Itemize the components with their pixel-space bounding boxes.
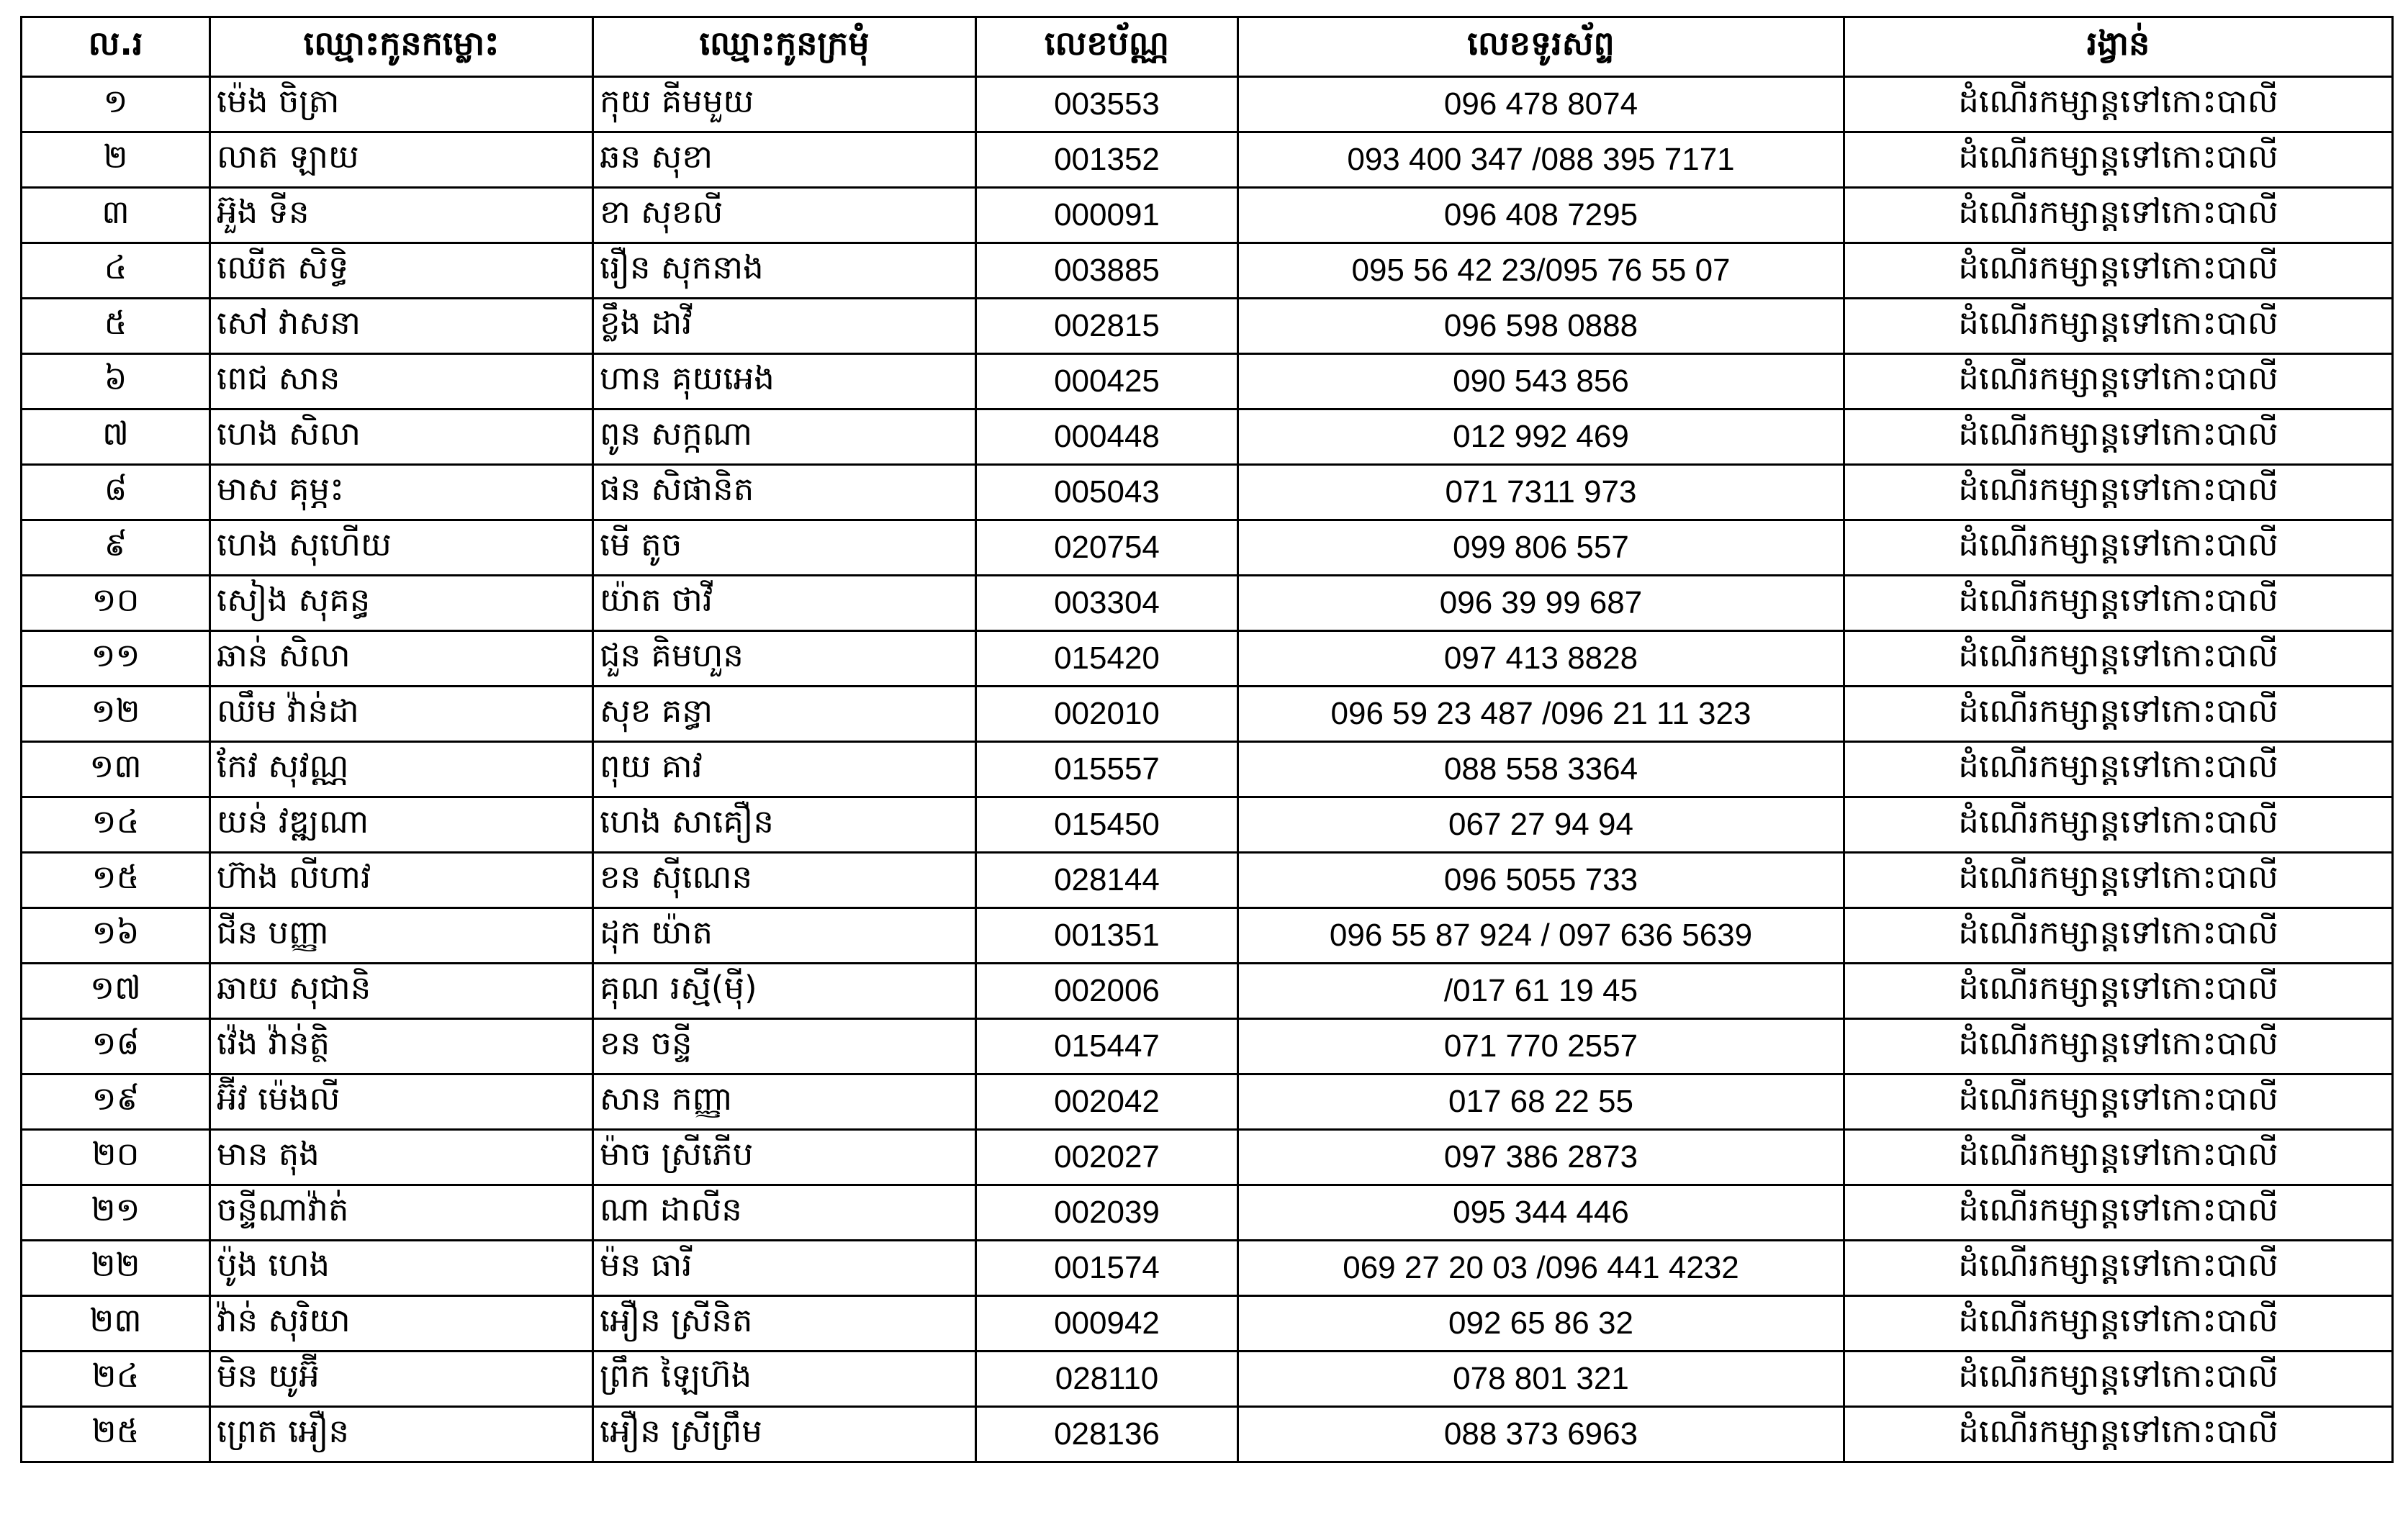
- column-header-card-number: លេខប័ណ្ណ: [976, 17, 1238, 77]
- phone-number-cell: 097 386 2873: [1238, 1130, 1844, 1185]
- phone-number-cell: 071 7311 973: [1238, 465, 1844, 520]
- table-row: [22, 1130, 2393, 1185]
- phone-number-cell: 096 55 87 924 / 097 636 5639: [1238, 908, 1844, 964]
- table-row: [22, 797, 2393, 853]
- column-header-award: រង្វាន់: [1844, 17, 2393, 77]
- phone-number-cell: 069 27 20 03 /096 441 4232: [1238, 1241, 1844, 1296]
- groom-name-cell: យន់ វឌ្ឍណា: [210, 797, 593, 853]
- table-row: [22, 243, 2393, 299]
- award-cell: ដំណើរកម្សាន្តទៅកោះបាលី: [1844, 687, 2393, 742]
- phone-number-cell: 099 806 557: [1238, 520, 1844, 576]
- bride-name-cell: សាន កញ្ញា: [593, 1074, 976, 1130]
- groom-name-cell: វ៉ាន់ សុរិយា: [210, 1296, 593, 1352]
- groom-name-cell: ឈឹម វ៉ាន់ដា: [210, 687, 593, 742]
- row-number-cell: ១៤: [22, 797, 210, 853]
- phone-number-cell: 096 5055 733: [1238, 853, 1844, 908]
- table-row: [22, 132, 2393, 188]
- row-number-cell: ២: [22, 132, 210, 188]
- card-number-cell: 002027: [976, 1130, 1238, 1185]
- bride-name-cell: ផន សិផានិត: [593, 465, 976, 520]
- phone-number-cell: 096 59 23 487 /096 21 11 323: [1238, 687, 1844, 742]
- award-cell: ដំណើរកម្សាន្តទៅកោះបាលី: [1844, 797, 2393, 853]
- phone-number-cell: 096 478 8074: [1238, 77, 1844, 132]
- card-number-cell: 000091: [976, 188, 1238, 243]
- phone-number-cell: 012 992 469: [1238, 409, 1844, 465]
- card-number-cell: 003885: [976, 243, 1238, 299]
- card-number-cell: 000942: [976, 1296, 1238, 1352]
- award-cell: ដំណើរកម្សាន្តទៅកោះបាលី: [1844, 243, 2393, 299]
- groom-name-cell: ជីន បញ្ញា: [210, 908, 593, 964]
- row-number-cell: ១: [22, 77, 210, 132]
- row-number-cell: ៥: [22, 299, 210, 354]
- table-row: [22, 742, 2393, 797]
- groom-name-cell: សៀង សុគន្ធ: [210, 576, 593, 631]
- table-row: [22, 1185, 2393, 1241]
- bride-name-cell: ខន ចន្ទី: [593, 1019, 976, 1074]
- phone-number-cell: /017 61 19 45: [1238, 964, 1844, 1019]
- bride-name-cell: ឆន សុខា: [593, 132, 976, 188]
- award-cell: ដំណើរកម្សាន្តទៅកោះបាលី: [1844, 188, 2393, 243]
- row-number-cell: ១៣: [22, 742, 210, 797]
- card-number-cell: 000425: [976, 354, 1238, 409]
- card-number-cell: 005043: [976, 465, 1238, 520]
- card-number-cell: 002010: [976, 687, 1238, 742]
- card-number-cell: 002042: [976, 1074, 1238, 1130]
- award-cell: ដំណើរកម្សាន្តទៅកោះបាលី: [1844, 1074, 2393, 1130]
- groom-name-cell: ហេង សុហើយ: [210, 520, 593, 576]
- bride-name-cell: ពូន សក្កណា: [593, 409, 976, 465]
- card-number-cell: 002006: [976, 964, 1238, 1019]
- groom-name-cell: ចន្ទីណាវ៉ាត់: [210, 1185, 593, 1241]
- column-header-bride-name: ឈ្មោះកូនក្រមុំ: [593, 17, 976, 77]
- award-cell: ដំណើរកម្សាន្តទៅកោះបាលី: [1844, 409, 2393, 465]
- card-number-cell: 001352: [976, 132, 1238, 188]
- phone-number-cell: 097 413 8828: [1238, 631, 1844, 687]
- table-row: [22, 631, 2393, 687]
- award-cell: ដំណើរកម្សាន្តទៅកោះបាលី: [1844, 354, 2393, 409]
- groom-name-cell: ប៉ូង ហេង: [210, 1241, 593, 1296]
- table-row: [22, 1296, 2393, 1352]
- row-number-cell: ៩: [22, 520, 210, 576]
- column-header-phone-number: លេខទូរស័ព្ទ: [1238, 17, 1844, 77]
- table-row: [22, 687, 2393, 742]
- bride-name-cell: អឿន ស្រីព្រឹម: [593, 1407, 976, 1462]
- award-cell: ដំណើរកម្សាន្តទៅកោះបាលី: [1844, 1019, 2393, 1074]
- table-row: [22, 1241, 2393, 1296]
- card-number-cell: 003553: [976, 77, 1238, 132]
- bride-name-cell: ខន ស៊ីណេន: [593, 853, 976, 908]
- groom-name-cell: ម៉េង ចិត្រា: [210, 77, 593, 132]
- groom-name-cell: មិន យូអ៊ី: [210, 1352, 593, 1407]
- row-number-cell: ២២: [22, 1241, 210, 1296]
- bride-name-cell: ជួន គិមហួន: [593, 631, 976, 687]
- bride-name-cell: ម៉ាច ស្រីភើប: [593, 1130, 976, 1185]
- row-number-cell: ១២: [22, 687, 210, 742]
- card-number-cell: 020754: [976, 520, 1238, 576]
- award-cell: ដំណើរកម្សាន្តទៅកោះបាលី: [1844, 1352, 2393, 1407]
- bride-name-cell: ដុក យ៉ាត: [593, 908, 976, 964]
- phone-number-cell: 096 598 0888: [1238, 299, 1844, 354]
- award-cell: ដំណើរកម្សាន្តទៅកោះបាលី: [1844, 1185, 2393, 1241]
- groom-name-cell: ហេង សិលា: [210, 409, 593, 465]
- bride-name-cell: ខ្លឹង ដាវី: [593, 299, 976, 354]
- groom-name-cell: កែវ សុវណ្ណ: [210, 742, 593, 797]
- table-row: [22, 853, 2393, 908]
- bride-name-cell: អឿន ស្រីនិត: [593, 1296, 976, 1352]
- bride-name-cell: ពុយ គាវ: [593, 742, 976, 797]
- row-number-cell: ២១: [22, 1185, 210, 1241]
- table-row: [22, 299, 2393, 354]
- phone-number-cell: 095 344 446: [1238, 1185, 1844, 1241]
- bride-name-cell: មើ តូច: [593, 520, 976, 576]
- award-cell: ដំណើរកម្សាន្តទៅកោះបាលី: [1844, 1241, 2393, 1296]
- bride-name-cell: ហេង សាគឿន: [593, 797, 976, 853]
- award-cell: ដំណើរកម្សាន្តទៅកោះបាលី: [1844, 853, 2393, 908]
- card-number-cell: 028144: [976, 853, 1238, 908]
- card-number-cell: 015450: [976, 797, 1238, 853]
- card-number-cell: 028110: [976, 1352, 1238, 1407]
- phone-number-cell: 017 68 22 55: [1238, 1074, 1844, 1130]
- bride-name-cell: កុយ គីមមួយ: [593, 77, 976, 132]
- row-number-cell: ១៥: [22, 853, 210, 908]
- groom-name-cell: សៅ វាសនា: [210, 299, 593, 354]
- groom-name-cell: ឆាយ សុជានិ: [210, 964, 593, 1019]
- phone-number-cell: 088 373 6963: [1238, 1407, 1844, 1462]
- bride-name-cell: ខា សុខលី: [593, 188, 976, 243]
- table-row: [22, 77, 2393, 132]
- winners-table: [20, 16, 2394, 1463]
- card-number-cell: 003304: [976, 576, 1238, 631]
- card-number-cell: 002039: [976, 1185, 1238, 1241]
- bride-name-cell: ម៉ន ធារី: [593, 1241, 976, 1296]
- award-cell: ដំណើរកម្សាន្តទៅកោះបាលី: [1844, 631, 2393, 687]
- card-number-cell: 015420: [976, 631, 1238, 687]
- phone-number-cell: 095 56 42 23/095 76 55 07: [1238, 243, 1844, 299]
- phone-number-cell: 093 400 347 /088 395 7171: [1238, 132, 1844, 188]
- row-number-cell: ២០: [22, 1130, 210, 1185]
- groom-name-cell: វ៉េង វ៉ាន់ត្ថិ: [210, 1019, 593, 1074]
- award-cell: ដំណើរកម្សាន្តទៅកោះបាលី: [1844, 908, 2393, 964]
- card-number-cell: 028136: [976, 1407, 1238, 1462]
- groom-name-cell: អ៊ួង ទីន: [210, 188, 593, 243]
- row-number-cell: ៣: [22, 188, 210, 243]
- groom-name-cell: មាន តុង: [210, 1130, 593, 1185]
- row-number-cell: ១៩: [22, 1074, 210, 1130]
- phone-number-cell: 096 39 99 687: [1238, 576, 1844, 631]
- table-row: [22, 520, 2393, 576]
- groom-name-cell: ព្រេត អឿន: [210, 1407, 593, 1462]
- table-row: [22, 1352, 2393, 1407]
- groom-name-cell: ឈើត សិទ្ធិ: [210, 243, 593, 299]
- table-row: [22, 354, 2393, 409]
- row-number-cell: ២៣: [22, 1296, 210, 1352]
- award-cell: ដំណើរកម្សាន្តទៅកោះបាលី: [1844, 1407, 2393, 1462]
- award-cell: ដំណើរកម្សាន្តទៅកោះបាលី: [1844, 1130, 2393, 1185]
- groom-name-cell: អ៊ីវ ម៉េងលី: [210, 1074, 593, 1130]
- bride-name-cell: រឿន សុកនាង: [593, 243, 976, 299]
- row-number-cell: ២៥: [22, 1407, 210, 1462]
- table-header-row: [22, 17, 2393, 77]
- groom-name-cell: ឆាន់ សិលា: [210, 631, 593, 687]
- table-row: [22, 409, 2393, 465]
- bride-name-cell: គុណ រស្មី(ម៉ី): [593, 964, 976, 1019]
- award-cell: ដំណើរកម្សាន្តទៅកោះបាលី: [1844, 742, 2393, 797]
- card-number-cell: 015447: [976, 1019, 1238, 1074]
- row-number-cell: ៦: [22, 354, 210, 409]
- card-number-cell: 002815: [976, 299, 1238, 354]
- table-row: [22, 1019, 2393, 1074]
- award-cell: ដំណើរកម្សាន្តទៅកោះបាលី: [1844, 1296, 2393, 1352]
- column-header-number: ល.រ: [22, 17, 210, 77]
- groom-name-cell: លាត ឡាយ: [210, 132, 593, 188]
- groom-name-cell: មាស គុម្ភះ: [210, 465, 593, 520]
- table-row: [22, 908, 2393, 964]
- bride-name-cell: ហាន គុយអេង: [593, 354, 976, 409]
- row-number-cell: ១១: [22, 631, 210, 687]
- row-number-cell: ៤: [22, 243, 210, 299]
- card-number-cell: 001574: [976, 1241, 1238, 1296]
- row-number-cell: ១៧: [22, 964, 210, 1019]
- phone-number-cell: 067 27 94 94: [1238, 797, 1844, 853]
- award-cell: ដំណើរកម្សាន្តទៅកោះបាលី: [1844, 299, 2393, 354]
- row-number-cell: ១៦: [22, 908, 210, 964]
- row-number-cell: ២៤: [22, 1352, 210, 1407]
- phone-number-cell: 078 801 321: [1238, 1352, 1844, 1407]
- table-row: [22, 188, 2393, 243]
- phone-number-cell: 088 558 3364: [1238, 742, 1844, 797]
- groom-name-cell: ពេជ សាន: [210, 354, 593, 409]
- phone-number-cell: 092 65 86 32: [1238, 1296, 1844, 1352]
- row-number-cell: ១៨: [22, 1019, 210, 1074]
- table-row: [22, 465, 2393, 520]
- phone-number-cell: 071 770 2557: [1238, 1019, 1844, 1074]
- bride-name-cell: យ៉ាត ថាវី: [593, 576, 976, 631]
- award-cell: ដំណើរកម្សាន្តទៅកោះបាលី: [1844, 132, 2393, 188]
- bride-name-cell: ណា ដាលីន: [593, 1185, 976, 1241]
- table-row: [22, 964, 2393, 1019]
- bride-name-cell: ព្រឹក ឡៃហ៊ង: [593, 1352, 976, 1407]
- row-number-cell: ៨: [22, 465, 210, 520]
- table-body: [22, 77, 2393, 1462]
- award-cell: ដំណើរកម្សាន្តទៅកោះបាលី: [1844, 77, 2393, 132]
- card-number-cell: 000448: [976, 409, 1238, 465]
- groom-name-cell: ហ៊ាង លីហាវ: [210, 853, 593, 908]
- card-number-cell: 001351: [976, 908, 1238, 964]
- row-number-cell: ៧: [22, 409, 210, 465]
- winners-sheet: [20, 16, 2391, 1463]
- award-cell: ដំណើរកម្សាន្តទៅកោះបាលី: [1844, 576, 2393, 631]
- row-number-cell: ១០: [22, 576, 210, 631]
- table-row: [22, 1074, 2393, 1130]
- table-row: [22, 1407, 2393, 1462]
- card-number-cell: 015557: [976, 742, 1238, 797]
- award-cell: ដំណើរកម្សាន្តទៅកោះបាលី: [1844, 964, 2393, 1019]
- table-row: [22, 576, 2393, 631]
- bride-name-cell: សុខ គន្ធា: [593, 687, 976, 742]
- award-cell: ដំណើរកម្សាន្តទៅកោះបាលី: [1844, 520, 2393, 576]
- phone-number-cell: 096 408 7295: [1238, 188, 1844, 243]
- column-header-groom-name: ឈ្មោះកូនកម្លោះ: [210, 17, 593, 77]
- phone-number-cell: 090 543 856: [1238, 354, 1844, 409]
- award-cell: ដំណើរកម្សាន្តទៅកោះបាលី: [1844, 465, 2393, 520]
